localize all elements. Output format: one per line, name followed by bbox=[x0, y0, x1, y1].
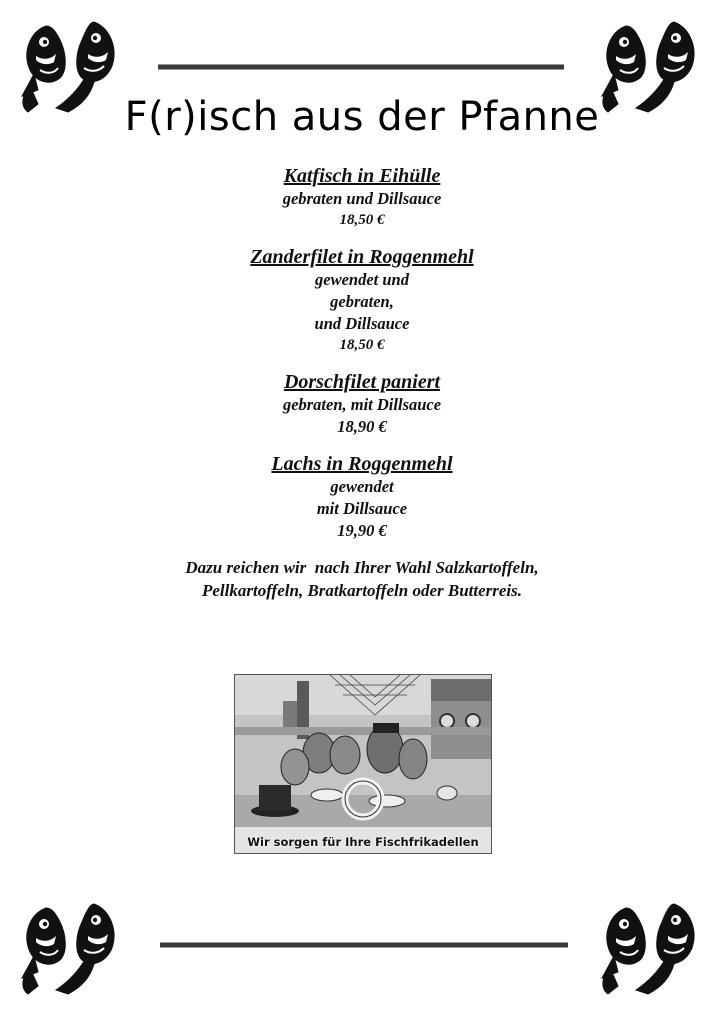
dish-name: Katfisch in Eihülle bbox=[283, 165, 441, 187]
side-dishes-line: Dazu reichen wir nach Ihrer Wahl Salzkartoffeln, bbox=[185, 558, 539, 577]
dish-description: gebraten, bbox=[330, 292, 394, 311]
menu-item bbox=[0, 370, 724, 438]
dish-description: gewendet bbox=[330, 477, 394, 496]
fish-pair-icon bbox=[596, 894, 704, 1002]
fish-crew-illustration bbox=[234, 674, 492, 854]
menu-item bbox=[0, 452, 724, 542]
illustration-art bbox=[235, 675, 491, 853]
dish-name: Zanderfilet in Roggenmehl bbox=[250, 246, 474, 268]
menu-item bbox=[0, 164, 724, 231]
illustration-caption: Wir sorgen für Ihre Fischfrikadellen bbox=[247, 835, 479, 849]
side-dishes-note bbox=[0, 556, 724, 602]
dish-description: gewendet und bbox=[315, 270, 409, 289]
menu-list bbox=[0, 164, 724, 602]
dish-price: 18,50 € bbox=[339, 212, 385, 228]
dish-description: gebraten, mit Dillsauce bbox=[282, 395, 442, 414]
bottom-divider bbox=[160, 942, 568, 948]
dish-description: mit Dillsauce bbox=[316, 499, 408, 518]
top-divider bbox=[158, 64, 564, 70]
dish-name: Dorschfilet paniert bbox=[283, 371, 441, 393]
dish-name: Lachs in Roggenmehl bbox=[271, 453, 453, 475]
fish-pair-icon bbox=[16, 894, 124, 1002]
dish-price: 19,90 € bbox=[337, 521, 387, 540]
menu-item bbox=[0, 245, 724, 356]
dish-price: 18,90 € bbox=[337, 417, 387, 436]
dish-description: gebraten und Dillsauce bbox=[282, 189, 442, 208]
dish-description: und Dillsauce bbox=[314, 314, 410, 333]
side-dishes-line: Pellkartoffeln, Bratkartoffeln oder Butterreis. bbox=[201, 581, 523, 600]
page-title: F(r)isch aus der Pfanne bbox=[124, 94, 600, 140]
dish-price: 18,50 € bbox=[339, 337, 385, 353]
